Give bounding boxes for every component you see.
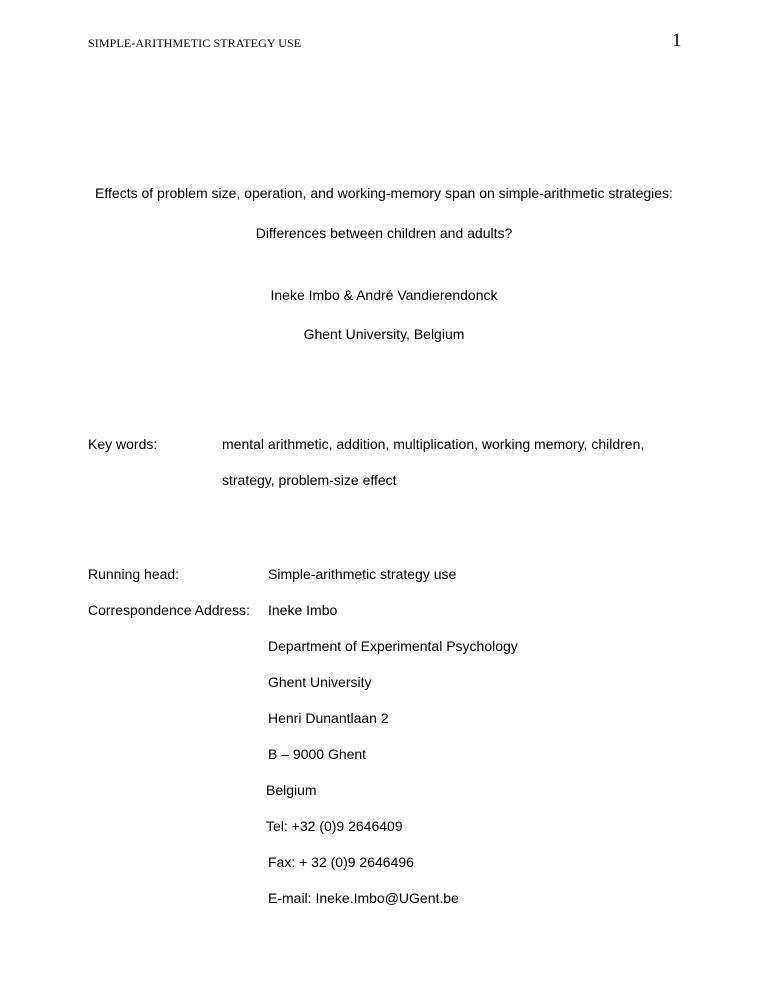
title-line-2: Differences between children and adults? — [255, 225, 513, 241]
keywords-line-1: mental arithmetic, addition, multiplication, working memory, children, — [222, 436, 645, 452]
correspondence-city: B – 9000 Ghent — [268, 746, 367, 762]
correspondence-street: Henri Dunantlaan 2 — [268, 710, 389, 726]
correspondence-name: Ineke Imbo — [268, 602, 338, 618]
author-names: Ineke Imbo & André Vandierendonck — [270, 287, 498, 303]
correspondence-tel: Tel: +32 (0)9 2646409 — [266, 818, 403, 834]
correspondence-university: Ghent University — [268, 674, 372, 690]
correspondence-email[interactable]: E-mail: Ineke.Imbo@UGent.be — [268, 890, 459, 906]
correspondence-label: Correspondence Address: — [88, 602, 250, 618]
keywords-label: Key words: — [88, 436, 158, 452]
keywords-line-2: strategy, problem-size effect — [222, 472, 397, 488]
running-head: SIMPLE-ARITHMETIC STRATEGY USE — [88, 36, 302, 50]
author-affiliation: Ghent University, Belgium — [303, 326, 465, 342]
correspondence-country: Belgium — [266, 782, 317, 798]
running-head-value: Simple-arithmetic strategy use — [268, 566, 457, 582]
page-number: 1 — [672, 30, 682, 51]
running-head-label: Running head: — [88, 566, 180, 582]
correspondence-department: Department of Experimental Psychology — [268, 638, 518, 654]
title-line-1: Effects of problem size, operation, and working-memory span on simple-arithmetic strategies: — [95, 185, 673, 201]
correspondence-fax: Fax: + 32 (0)9 2646496 — [268, 854, 414, 870]
